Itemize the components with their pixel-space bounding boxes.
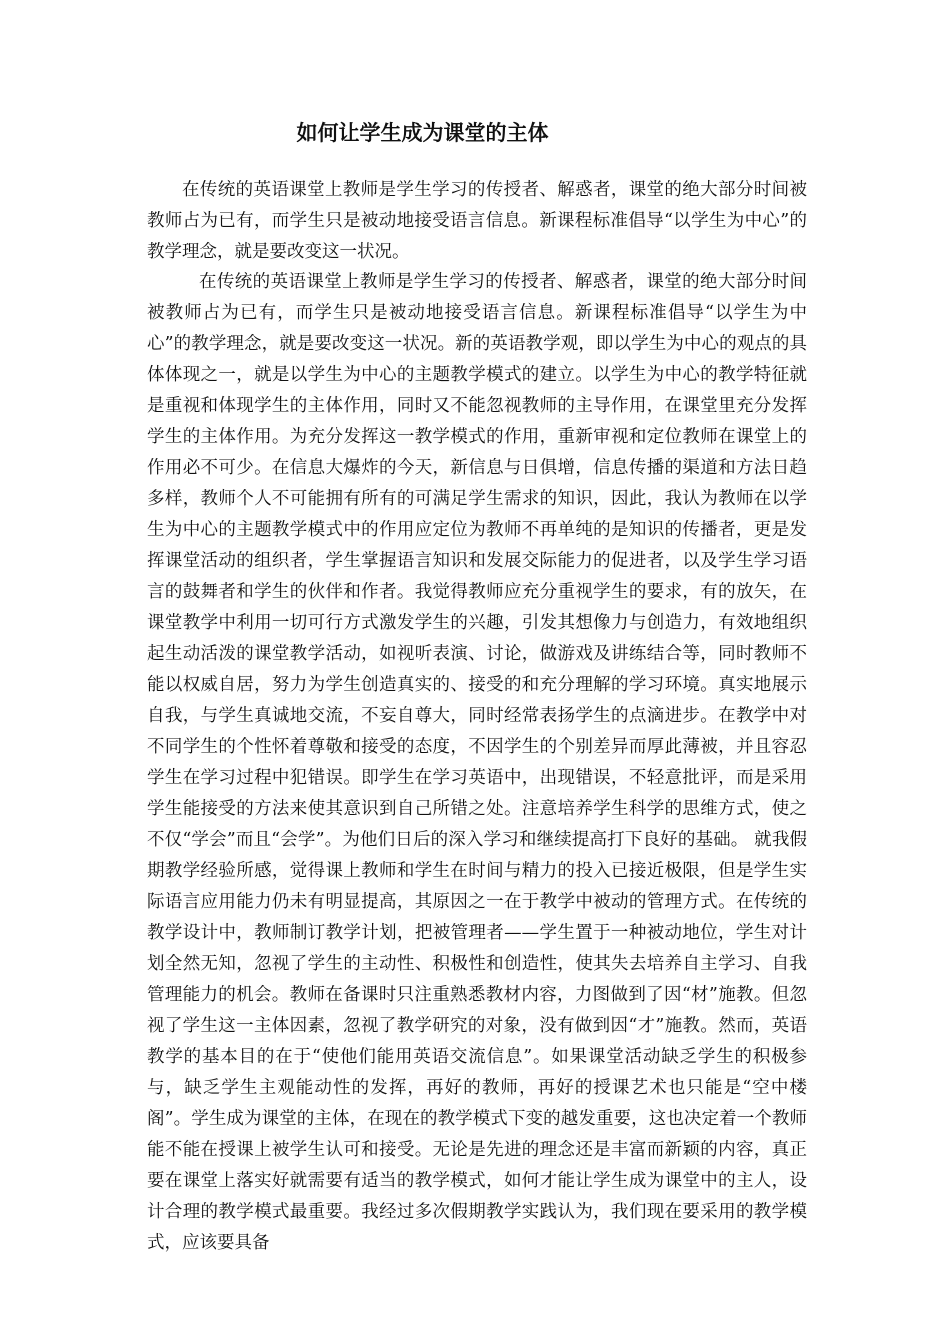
document-title: 如何让学生成为课堂的主体 (296, 121, 549, 145)
main-paragraph: 在传统的英语课堂上教师是学生学习的传授者、解惑者，课堂的绝大部分时间被教师占为已有，而学生只是被动地接受语言信息。新课程标准倡导“以学生为中心”的教学理念，就是要改变这一状况。新的英语教学观，即以学生为中心的观点的具体体现之一，就是以学生为中心的主题教学模式的建立。以学生为中心的教学特征就是重视和体现学生的主体作用，同时又不能忽视教师的主导作用，在课堂里充分发挥学生的主体作用。为充分发挥这一教学模式的作用，重新审视和定位教师在课堂上的作用必不可少。在信息大爆炸的今天，新信息与日俱增，信息传播的渠道和方法日趋多样，教师个人不可能拥有所有的可满足学生需求的知识，因此，我认为教师在以学生为中心的主题教学模式中的作用应定位为教师不再单纯的是知识的传播者，更是发挥课堂活动的组织者，学生掌握语言知识和发展交际能力的促进者，以及学生学习语言的鼓舞者和学生的伙伴和作者。我觉得教师应充分重视学生的要求，有的放矢，在课堂教学中利用一切可行方式激发学生的兴趣，引发其想像力与创造力，有效地组织起生动活泼的课堂教学活动，如视听表演、讨论，做游戏及讲练结合等，同时教师不能以权威自居，努力为学生创造真实的、接受的和充分理解的学习环境。真实地展示自我，与学生真诚地交流，不妄自尊大，同时经常表扬学生的点滴进步。在教学中对不同学生的个性怀着尊敬和接受的态度，不因学生的个别差异而厚此薄被，并且容忍学生在学习过程中犯错误。即学生在学习英语中，出现错误，不轻意批评，而是采用学生能接受的方法来使其意识到自己所错之处。注意培养学生科学的思维方式，使之不仅“学会”而且“会学”。为他们日后的深入学习和继续提高打下良好的基础。 就我假期教学经验所感，觉得课上教师和学生在时间与精力的投入已接近极限，但是学生实际语言应用能力仍未有明显提高，其原因之一在于教学中被动的管理方式。在传统的教学设计中，教师制订教学计划，把被管理者——学生置于一种被动地位，学生对计划全然无知，忽视了学生的主动性、积极性和创造性，使其失去培养自主学习、自我管理能力的机会。教师在备课时只注重熟悉教材内容，力图做到了因“材”施教。但忽视了学生这一主体因素，忽视了教学研究的对象，没有做到因“才”施教。然而，英语教学的基本目的在于“使他们能用英语交流信息”。如果课堂活动缺乏学生的积极参与，缺乏学生主观能动性的发挥，再好的教师，再好的授课艺术也只能是“空中楼阁”。学生成为课堂的主体，在现在的教学模式下变的越发重要，这也决定着一个教师能不能在授课上被学生认可和接受。无论是先进的理念还是丰富而新颖的内容，真正要在课堂上落实好就需要有适当的教学模式，如何才能让学生成为课堂中的主人，设计合理的教学模式最重要。我经过多次假期教学实践认为，我们现在要采用的教学模式，应该要具备 (147, 272, 807, 1253)
intro-paragraph: 在传统的英语课堂上教师是学生学习的传授者、解惑者，课堂的绝大部分时间被教师占为已有，而学生只是被动地接受语言信息。新课程标准倡导“以学生为中心”的教学理念，就是要改变这一状况。 (147, 180, 807, 262)
